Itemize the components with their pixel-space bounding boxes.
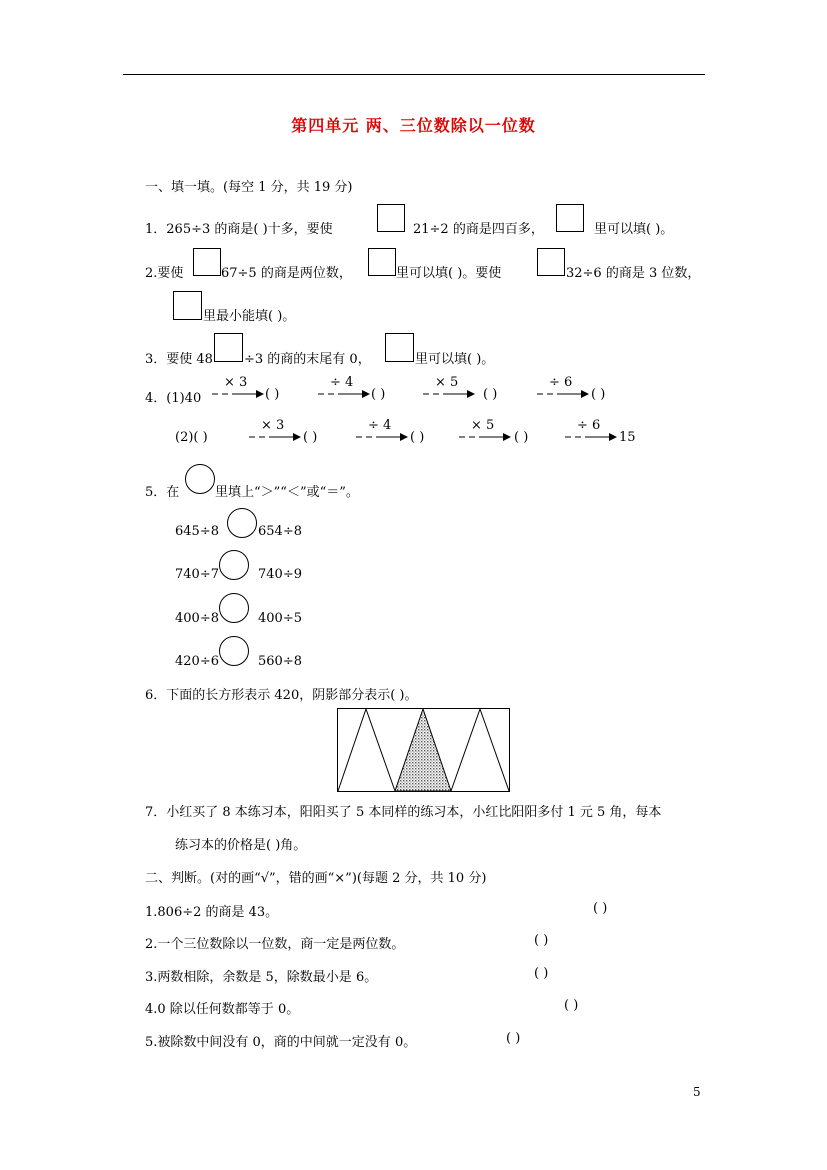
answer-box[interactable] xyxy=(556,204,584,232)
right-arrow-icon xyxy=(318,389,370,399)
circle-icon xyxy=(185,464,215,494)
compare-left: 740÷7 xyxy=(175,567,219,582)
header-rule xyxy=(123,74,705,75)
judge-item: 3.两数相除，余数是 5，除数最小是 6。 xyxy=(145,970,378,985)
judge-paren[interactable]: ( ) xyxy=(564,998,579,1013)
right-arrow-icon xyxy=(537,389,589,399)
right-arrow-icon xyxy=(249,432,301,442)
answer-box[interactable] xyxy=(377,204,405,232)
q4-result: 15 xyxy=(619,430,636,445)
q2-text-c: 里可以填( )。要使 xyxy=(396,266,502,281)
arrow-operation xyxy=(565,420,617,444)
q1-text-c: 里可以填( )。 xyxy=(594,222,674,237)
q4-blank: ( ) xyxy=(483,387,498,402)
q2-text-d: 32÷6 的商是 3 位数， xyxy=(566,266,701,281)
q3-text-a: 3．要使 48 xyxy=(145,352,213,367)
q7-text-b: 练习本的价格是( )角。 xyxy=(175,838,307,853)
arrow-operation xyxy=(212,377,264,401)
compare-circle[interactable] xyxy=(219,636,249,666)
compare-circle[interactable] xyxy=(219,550,249,580)
judge-item: 5.被除数中间没有 0，商的中间就一定没有 0。 xyxy=(145,1035,417,1050)
right-arrow-icon xyxy=(565,432,617,442)
judge-item: 1.806÷2 的商是 43。 xyxy=(145,905,279,920)
compare-circle[interactable] xyxy=(227,508,257,538)
q4-blank: ( ) xyxy=(371,387,386,402)
operation-label: × 5 xyxy=(471,418,495,433)
judge-paren[interactable]: ( ) xyxy=(506,1031,521,1046)
operation-label: × 3 xyxy=(261,418,285,433)
section2-heading: 二、判断。(对的画“√”，错的画“×”)(每题 2 分，共 10 分) xyxy=(145,871,487,886)
q4-blank: ( ) xyxy=(410,430,425,445)
q2-text-b: 67÷5 的商是两位数， xyxy=(221,266,352,281)
q4-row1-prefix: 4．(1)40 xyxy=(145,391,202,406)
q7-text-a: 7．小红买了 8 本练习本，阳阳买了 5 本同样的练习本，小红比阳阳多付 1 元 5 角，每本 xyxy=(145,805,662,820)
operation-label: ÷ 6 xyxy=(549,375,573,390)
right-arrow-icon xyxy=(212,389,264,399)
arrow-operation xyxy=(459,420,511,444)
answer-box[interactable] xyxy=(537,248,565,276)
q2-text-a: 2.要使 xyxy=(145,266,184,281)
q3-text-b: ÷3 的商的末尾有 0， xyxy=(244,352,371,367)
judge-paren[interactable]: ( ) xyxy=(593,901,608,916)
compare-right: 400÷5 xyxy=(258,611,302,626)
q6-text: 6．下面的长方形表示 420，阴影部分表示( )。 xyxy=(145,688,418,703)
answer-box[interactable] xyxy=(214,333,243,362)
right-arrow-icon xyxy=(459,432,511,442)
compare-right: 654÷8 xyxy=(258,524,302,539)
operation-label: ÷ 4 xyxy=(330,375,354,390)
right-arrow-icon xyxy=(423,389,475,399)
answer-box[interactable] xyxy=(385,333,414,362)
page-title: 第四单元 两、三位数除以一位数 xyxy=(291,116,536,135)
q4-blank: ( ) xyxy=(591,387,606,402)
page-number: 5 xyxy=(693,1085,701,1099)
q4-row2-prefix: (2)( ) xyxy=(175,430,208,445)
q1-text-b: 21÷2 的商是四百多， xyxy=(413,222,544,237)
answer-box[interactable] xyxy=(368,248,396,276)
answer-box[interactable] xyxy=(173,291,202,320)
compare-left: 420÷6 xyxy=(175,654,219,669)
compare-left: 400÷8 xyxy=(175,611,219,626)
compare-circle[interactable] xyxy=(219,593,249,623)
right-arrow-icon xyxy=(356,432,408,442)
operation-label: × 3 xyxy=(224,375,248,390)
answer-box[interactable] xyxy=(193,248,221,276)
compare-right: 560÷8 xyxy=(258,654,302,669)
judge-paren[interactable]: ( ) xyxy=(534,933,549,948)
rectangle-triangles-figure xyxy=(337,708,510,792)
q4-blank: ( ) xyxy=(303,430,318,445)
arrow-operation xyxy=(249,420,301,444)
arrow-operation xyxy=(537,377,589,401)
q5-text-b: 里填上“＞”“＜”或“＝”。 xyxy=(215,485,359,500)
q5-text-a: 5．在 xyxy=(145,485,180,500)
q3-text-c: 里可以填( )。 xyxy=(415,352,495,367)
compare-right: 740÷9 xyxy=(258,567,302,582)
operation-label: ÷ 6 xyxy=(577,418,601,433)
q4-blank: ( ) xyxy=(514,430,529,445)
section1-heading: 一、填一填。(每空 1 分，共 19 分) xyxy=(145,180,353,195)
operation-label: ÷ 4 xyxy=(368,418,392,433)
judge-item: 4.0 除以任何数都等于 0。 xyxy=(145,1002,300,1017)
judge-paren[interactable]: ( ) xyxy=(534,966,549,981)
arrow-operation xyxy=(318,377,370,401)
q1-text-a: 1．265÷3 的商是( )十多，要使 xyxy=(145,222,333,237)
arrow-operation xyxy=(356,420,408,444)
operation-label: × 5 xyxy=(435,375,459,390)
q4-blank: ( ) xyxy=(265,387,280,402)
q2-text-e: 里最小能填( )。 xyxy=(203,309,296,324)
judge-item: 2.一个三位数除以一位数，商一定是两位数。 xyxy=(145,937,405,952)
compare-left: 645÷8 xyxy=(175,524,219,539)
arrow-operation xyxy=(423,377,475,401)
